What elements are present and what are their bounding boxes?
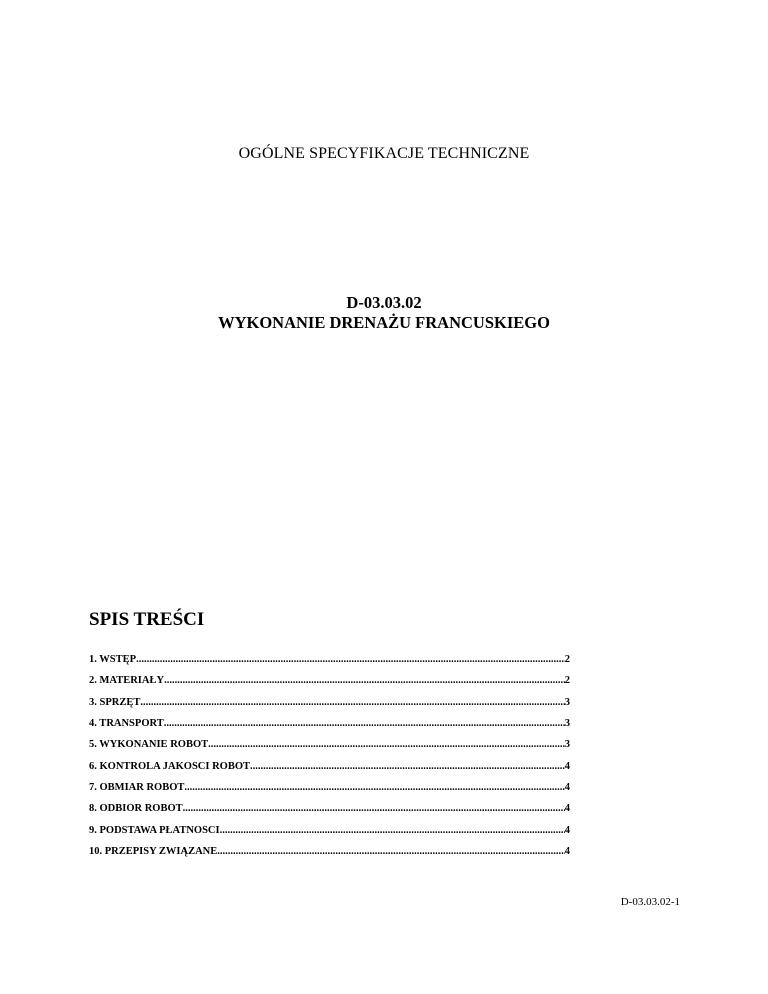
toc-item-materialy[interactable] <box>89 675 570 696</box>
toc-item-page: 4 <box>564 782 570 794</box>
toc-item-podstawa-platnosci[interactable] <box>89 825 570 846</box>
toc-dot-leader <box>183 803 565 814</box>
toc-item-page: 4 <box>564 760 570 772</box>
toc-item-page: 3 <box>564 696 570 708</box>
toc-dot-leader <box>164 675 565 686</box>
document-title <box>0 293 768 333</box>
toc-item-page: 4 <box>564 846 570 858</box>
toc-item-page: 2 <box>564 675 570 687</box>
toc-item-page: 4 <box>564 824 570 836</box>
toc-item-obmiar-robot[interactable] <box>89 782 570 803</box>
toc-item-page: 4 <box>564 803 570 815</box>
toc-title: SPIS TREŚCI <box>89 609 205 630</box>
toc-item-sprzet[interactable] <box>89 697 570 718</box>
toc-item-label: 7. OBMIAR ROBÓT <box>89 782 185 794</box>
page-number: D-03.03.02-1 <box>620 896 680 908</box>
toc-item-label: 9. PODSTAWA PŁATNOŚCI <box>89 824 220 836</box>
toc-dot-leader <box>217 846 564 857</box>
toc-item-label: 5. WYKONANIE ROBÓT <box>89 739 209 751</box>
table-of-contents <box>89 654 570 867</box>
toc-dot-leader <box>164 718 565 729</box>
toc-dot-leader <box>136 654 565 665</box>
toc-item-page: 3 <box>564 718 570 730</box>
toc-item-label: 4. TRANSPORT <box>89 718 164 730</box>
toc-item-przepisy-zwiazane[interactable] <box>89 846 570 867</box>
toc-dot-leader <box>208 739 565 750</box>
toc-dot-leader <box>140 697 564 708</box>
toc-item-label: 10. PRZEPISY ZWIĄZANE <box>89 846 218 858</box>
document-heading: OGÓLNE SPECYFIKACJE TECHNICZNE <box>238 145 530 162</box>
toc-dot-leader <box>184 782 564 793</box>
toc-item-label: 3. SPRZĘT <box>89 696 141 708</box>
toc-item-label: 8. ODBIÓR ROBÓT <box>89 803 183 815</box>
document-name: WYKONANIE DRENAŻU FRANCUSKIEGO <box>218 313 550 332</box>
toc-dot-leader <box>220 825 565 836</box>
toc-item-page: 3 <box>564 739 570 751</box>
toc-item-label: 1. WSTĘP <box>89 654 137 665</box>
toc-item-label: 6. KONTROLA JAKOŚCI ROBÓT <box>89 760 251 772</box>
toc-item-label: 2. MATERIAŁY <box>89 675 165 687</box>
toc-item-wstep[interactable] <box>89 654 570 675</box>
toc-item-odbior-robot[interactable] <box>89 803 570 824</box>
toc-item-page: 2 <box>564 654 570 665</box>
document-code: D-03.03.02 <box>346 293 422 312</box>
toc-dot-leader <box>250 761 565 772</box>
toc-item-kontrola-jakosci[interactable] <box>89 761 570 782</box>
toc-item-transport[interactable] <box>89 718 570 739</box>
toc-item-wykonanie-robot[interactable] <box>89 739 570 760</box>
